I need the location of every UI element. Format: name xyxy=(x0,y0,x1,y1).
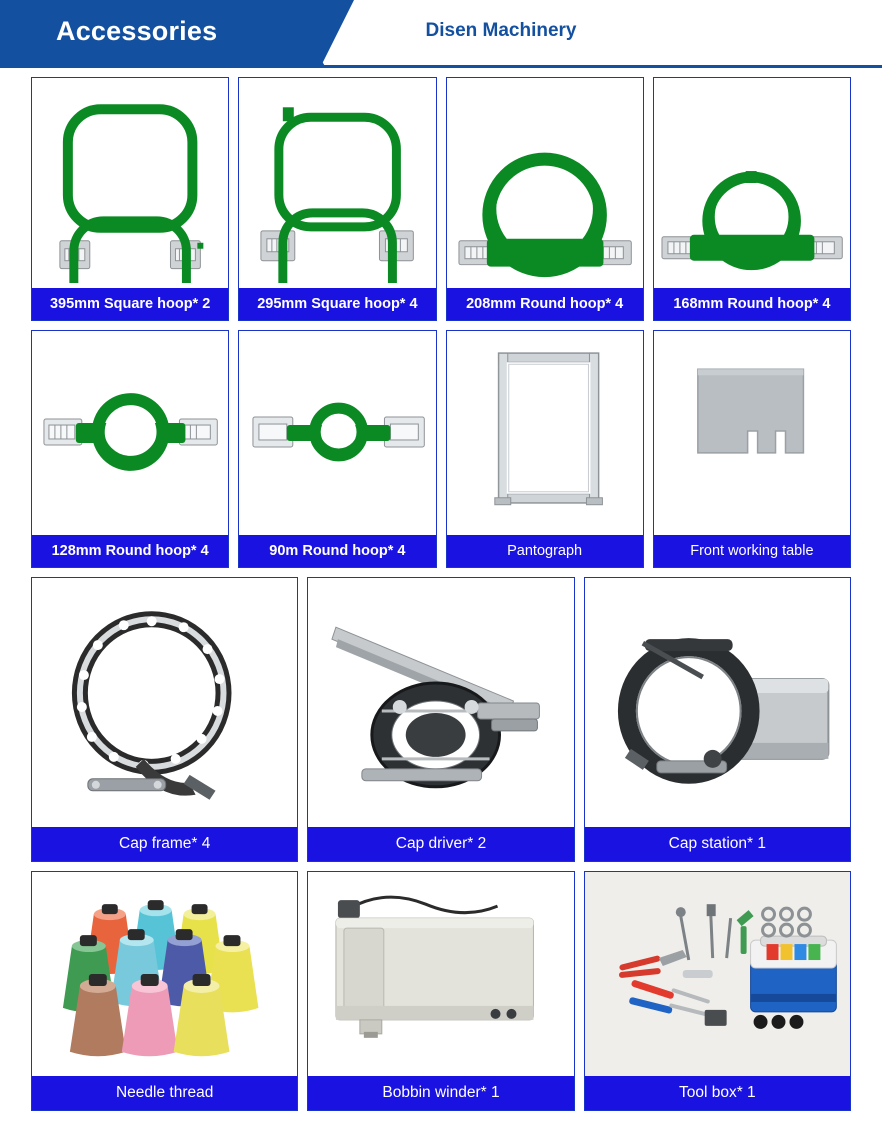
accessory-caption: 90m Round hoop* 4 xyxy=(239,535,435,567)
accessory-card[interactable] xyxy=(653,77,851,321)
accessory-caption: 395mm Square hoop* 2 xyxy=(32,288,228,320)
accessory-row xyxy=(31,871,851,1111)
accessory-card[interactable] xyxy=(238,77,436,321)
accessory-card[interactable] xyxy=(446,330,644,568)
accessory-caption: 295mm Square hoop* 4 xyxy=(239,288,435,320)
brand-name: Disen Machinery xyxy=(425,20,577,41)
page-title: Accessories xyxy=(56,16,218,46)
accessories-grid xyxy=(0,68,882,1111)
tool-box-icon xyxy=(585,872,850,1076)
accessory-card[interactable] xyxy=(653,330,851,568)
accessory-caption: 168mm Round hoop* 4 xyxy=(654,288,850,320)
accessory-caption: Cap station* 1 xyxy=(585,827,850,861)
round-hoop-128-icon xyxy=(32,331,228,535)
accessory-caption: Tool box* 1 xyxy=(585,1076,850,1110)
accessory-row xyxy=(31,77,851,321)
bobbin-winder-icon xyxy=(308,872,573,1076)
accessory-card[interactable] xyxy=(307,577,574,862)
accessory-row xyxy=(31,577,851,862)
accessory-card[interactable] xyxy=(31,577,298,862)
accessory-card[interactable] xyxy=(238,330,436,568)
accessory-card[interactable] xyxy=(31,77,229,321)
round-hoop-208-icon xyxy=(447,78,643,288)
header-divider xyxy=(0,65,882,68)
accessory-card[interactable] xyxy=(584,577,851,862)
square-hoop-medium-icon xyxy=(239,78,435,288)
accessory-card[interactable] xyxy=(584,871,851,1111)
accessory-row xyxy=(31,330,851,568)
accessory-caption: Needle thread xyxy=(32,1076,297,1110)
accessory-caption: Cap frame* 4 xyxy=(32,827,297,861)
accessory-caption: Bobbin winder* 1 xyxy=(308,1076,573,1110)
accessory-caption: Front working table xyxy=(654,535,850,567)
accessory-card[interactable] xyxy=(307,871,574,1111)
front-working-table-icon xyxy=(654,331,850,535)
accessory-caption: Cap driver* 2 xyxy=(308,827,573,861)
accessory-card[interactable] xyxy=(31,871,298,1111)
square-hoop-large-icon xyxy=(32,78,228,288)
round-hoop-168-icon xyxy=(654,78,850,288)
accessory-caption: 208mm Round hoop* 4 xyxy=(447,288,643,320)
page-header xyxy=(0,0,882,68)
accessory-caption: 128mm Round hoop* 4 xyxy=(32,535,228,567)
accessory-caption: Pantograph xyxy=(447,535,643,567)
accessory-card[interactable] xyxy=(31,330,229,568)
cap-driver-icon xyxy=(308,578,573,827)
accessory-card[interactable] xyxy=(446,77,644,321)
pantograph-icon xyxy=(447,331,643,535)
cap-station-icon xyxy=(585,578,850,827)
cap-frame-icon xyxy=(32,578,297,827)
needle-thread-icon xyxy=(32,872,297,1076)
round-hoop-90-icon xyxy=(239,331,435,535)
